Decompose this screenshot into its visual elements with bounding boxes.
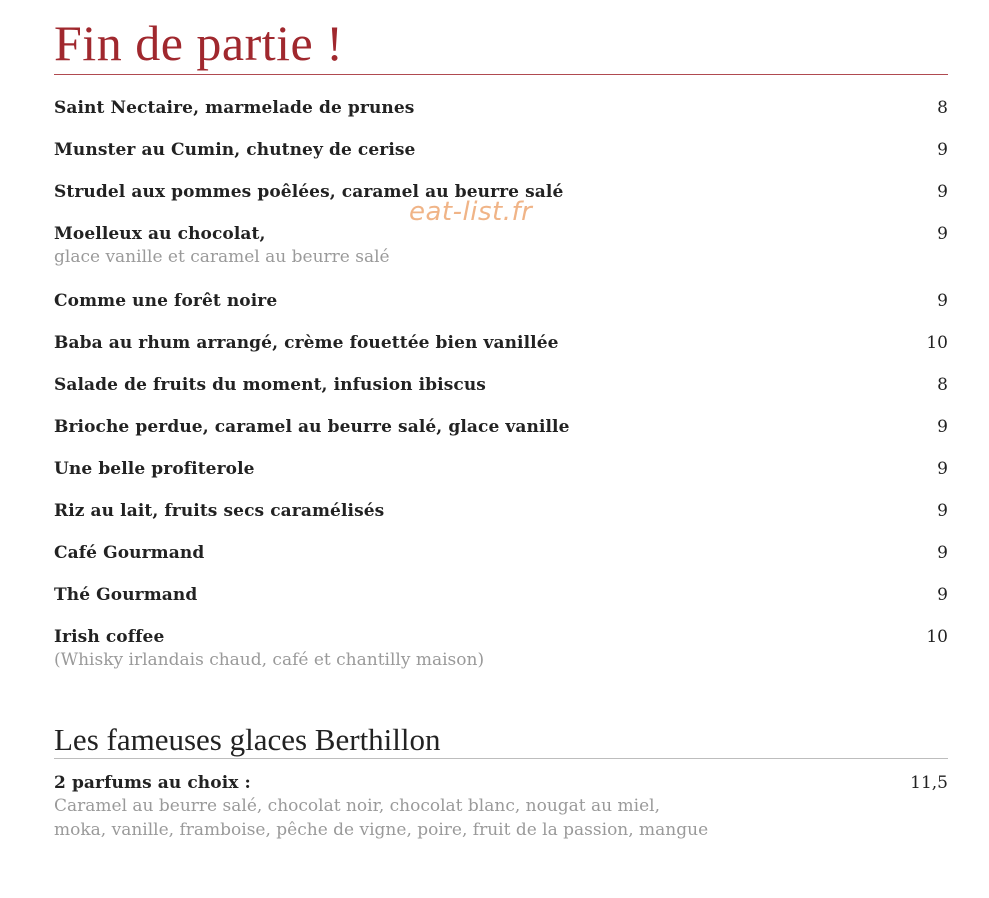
- item-name: Thé Gourmand: [54, 585, 198, 605]
- item-price: 10: [926, 333, 948, 353]
- menu-item: [54, 223, 948, 269]
- item-name: Saint Nectaire, marmelade de prunes: [54, 98, 415, 118]
- menu-item: [54, 374, 948, 396]
- menu-item: [54, 97, 948, 119]
- item-price: 9: [937, 585, 948, 605]
- glaces-item: [54, 772, 948, 842]
- item-description: glace vanille et caramel au beurre salé: [54, 247, 390, 267]
- item-price: 8: [937, 375, 948, 395]
- item-name: Salade de fruits du moment, infusion ibiscus: [54, 375, 486, 395]
- section-title-glaces: Les fameuses glaces Berthillon: [54, 722, 441, 757]
- menu-item: [54, 139, 948, 161]
- item-price: 11,5: [910, 773, 948, 793]
- menu-item: [54, 290, 948, 312]
- item-description-line: Caramel au beurre salé, chocolat noir, chocolat blanc, nougat au miel,: [54, 796, 660, 816]
- item-name: Café Gourmand: [54, 543, 205, 563]
- item-price: 9: [937, 224, 948, 244]
- item-name: Moelleux au chocolat,: [54, 224, 266, 244]
- item-price: 10: [926, 627, 948, 647]
- menu-item: [54, 626, 948, 672]
- item-price: 9: [937, 501, 948, 521]
- item-name: Comme une forêt noire: [54, 291, 278, 311]
- item-price: 9: [937, 543, 948, 563]
- item-name: Une belle profiterole: [54, 459, 255, 479]
- item-price: 9: [937, 291, 948, 311]
- item-name: Irish coffee: [54, 627, 165, 647]
- watermark-text: eat-list.fr: [409, 197, 533, 227]
- menu-item: [54, 458, 948, 480]
- menu-item: [54, 542, 948, 564]
- item-name: Baba au rhum arrangé, crème fouettée bien vanillée: [54, 333, 559, 353]
- item-price: 9: [937, 140, 948, 160]
- item-description: (Whisky irlandais chaud, café et chantilly maison): [54, 650, 485, 670]
- item-name: Brioche perdue, caramel au beurre salé, glace vanille: [54, 417, 570, 437]
- item-name: Riz au lait, fruits secs caramélisés: [54, 501, 385, 521]
- menu-item: [54, 500, 948, 522]
- item-price: 8: [937, 98, 948, 118]
- item-price: 9: [937, 182, 948, 202]
- section-divider: [54, 758, 948, 759]
- title-divider: [54, 74, 948, 75]
- menu-item: [54, 416, 948, 438]
- item-name: Strudel aux pommes poêlées, caramel au beurre salé: [54, 182, 564, 202]
- menu-item: [54, 332, 948, 354]
- item-price: 9: [937, 459, 948, 479]
- item-name: Munster au Cumin, chutney de cerise: [54, 140, 416, 160]
- item-description-line: moka, vanille, framboise, pêche de vigne, poire, fruit de la passion, mangue: [54, 820, 709, 840]
- menu-item: [54, 584, 948, 606]
- item-name: 2 parfums au choix :: [54, 773, 251, 793]
- item-price: 9: [937, 417, 948, 437]
- page-title: Fin de partie !: [54, 15, 344, 71]
